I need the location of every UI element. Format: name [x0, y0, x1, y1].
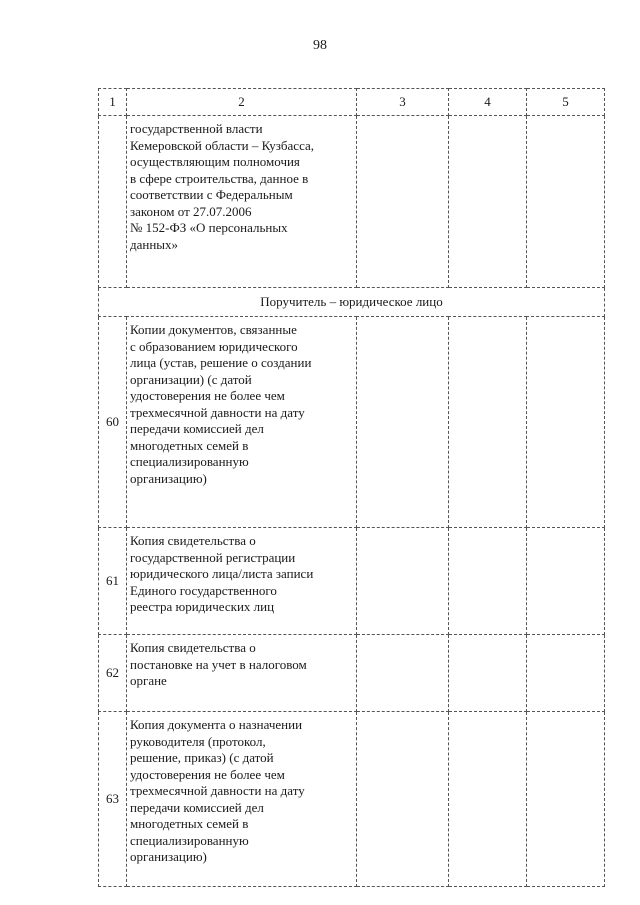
document-table — [98, 88, 605, 887]
empty-cell — [527, 712, 605, 887]
description-line: организацию) — [130, 849, 207, 864]
row-number: 60 — [99, 317, 127, 528]
description-line: специализированную — [130, 832, 249, 848]
page-number: 98 — [313, 38, 327, 53]
description-line: с образованием юридического — [130, 338, 298, 354]
row-description — [127, 635, 357, 712]
empty-cell — [449, 116, 527, 288]
description-line: Копия свидетельства о — [130, 640, 256, 655]
description-line: Единого государственного — [130, 582, 277, 598]
row-description — [127, 712, 357, 887]
description-line: данных» — [130, 236, 179, 252]
row-number: 62 — [99, 635, 127, 712]
description-line: Копия документа о назначении — [130, 717, 303, 732]
description-line: организации) (с датой — [130, 371, 252, 387]
table-header-row — [99, 89, 605, 116]
empty-cell — [527, 635, 605, 712]
column-header-1: 1 — [99, 89, 127, 116]
description-line: удостоверения не более чем — [130, 766, 285, 782]
description-line: специализированную — [130, 454, 249, 469]
column-header-4: 4 — [449, 89, 527, 116]
description-line: удостоверения не более чем — [130, 388, 285, 403]
description-line: реестра юридических лиц — [130, 599, 275, 614]
description-line: № 152-ФЗ «О персональных — [130, 220, 288, 235]
description-line: в сфере строительства, данное в — [130, 170, 309, 186]
description-line: трехмесячной давности на дату — [130, 404, 305, 420]
table-row-continuation — [99, 116, 605, 288]
description-line: лица (устав, решение о создании — [130, 355, 312, 370]
empty-cell — [357, 317, 449, 528]
column-header-3: 3 — [357, 89, 449, 116]
empty-cell — [527, 317, 605, 528]
description-line: Кемеровской области – Кузбасса, — [130, 137, 315, 153]
table-row — [99, 528, 605, 635]
table-row — [99, 635, 605, 712]
empty-cell — [357, 116, 449, 288]
description-line: многодетных семей в — [130, 437, 249, 453]
empty-cell — [449, 712, 527, 887]
column-header-2: 2 — [127, 89, 357, 116]
description-line: трехмесячной давности на дату — [130, 783, 305, 798]
description-line: постановке на учет в налоговом — [130, 656, 307, 672]
empty-cell — [449, 317, 527, 528]
row-description — [127, 528, 357, 635]
empty-cell — [357, 712, 449, 887]
empty-cell — [357, 528, 449, 635]
empty-cell — [449, 635, 527, 712]
description-line: органе — [130, 673, 167, 688]
description-line: законом от 27.07.2006 — [130, 203, 252, 219]
section-title: Поручитель – юридическое лицо — [99, 288, 605, 317]
table-row — [99, 317, 605, 528]
row-number: 61 — [99, 528, 127, 635]
row-number: 63 — [99, 712, 127, 887]
empty-cell — [527, 116, 605, 288]
table-row — [99, 712, 605, 887]
description-line: организацию) — [130, 470, 207, 486]
description-line: решение, приказ) (с датой — [130, 750, 274, 765]
description-line: осуществляющим полномочия — [130, 154, 300, 169]
description-line: Копия свидетельства о — [130, 533, 256, 548]
column-header-5: 5 — [527, 89, 605, 116]
row-description — [127, 116, 357, 288]
description-line: государственной регистрации — [130, 549, 296, 565]
section-row — [99, 288, 605, 317]
row-number — [99, 116, 127, 288]
empty-cell — [527, 528, 605, 635]
description-line: руководителя (протокол, — [130, 733, 266, 749]
description-line: соответствии с Федеральным — [130, 187, 293, 202]
description-line: государственной власти — [130, 121, 263, 136]
empty-cell — [357, 635, 449, 712]
description-line: юридического лица/листа записи — [130, 566, 314, 581]
description-line: передачи комиссией дел — [130, 421, 264, 436]
description-line: передачи комиссией дел — [130, 799, 264, 815]
description-line: Копии документов, связанные — [130, 322, 297, 337]
empty-cell — [449, 528, 527, 635]
description-line: многодетных семей в — [130, 816, 249, 831]
row-description — [127, 317, 357, 528]
